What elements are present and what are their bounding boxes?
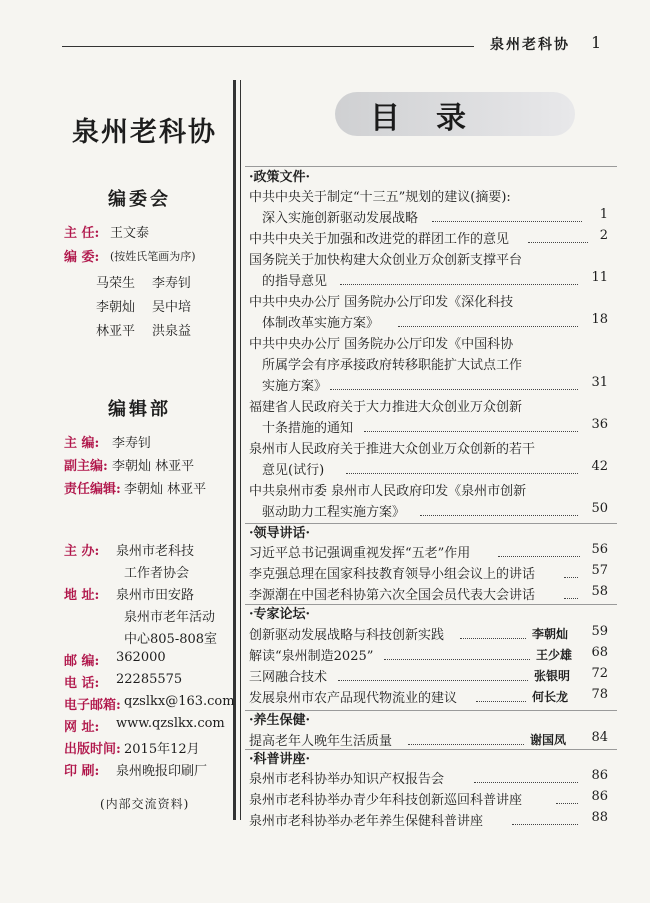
toc-page-number: 59: [591, 624, 608, 639]
address-line: 中心805-808室: [124, 632, 218, 647]
toc-page-number: 42: [591, 459, 608, 474]
managing-editor-value: 李朝灿 林亚平: [124, 482, 207, 497]
toc-leader-dots: [330, 389, 578, 390]
toc-entry-title[interactable]: 的指导意见: [262, 274, 328, 289]
editorial-committee-heading: 编委会: [108, 189, 171, 210]
toc-author: 何长龙: [532, 690, 569, 704]
toc-entry-title[interactable]: 泉州市老科协举办青少年科技创新巡回科普讲座: [249, 793, 523, 808]
running-header-title: 泉州老科协: [490, 37, 570, 53]
address-line: 泉州市田安路: [116, 588, 195, 603]
toc-page-number: 18: [591, 312, 608, 327]
committee-member: 马荣生: [96, 276, 136, 291]
toc-entry-title[interactable]: 李源潮在中国老科协第六次全国会员代表大会讲话: [249, 588, 536, 603]
toc-page-number: 1: [599, 207, 608, 222]
toc-entry-title[interactable]: 实施方案》: [262, 379, 328, 394]
deputy-editor-label: 副主编:: [64, 459, 108, 474]
toc-author: 王少雄: [536, 648, 573, 662]
members-note: (按姓氏笔画为序): [110, 250, 196, 263]
toc-page-number: 68: [591, 645, 608, 660]
toc-entry-title[interactable]: 意见(试行): [262, 463, 325, 478]
chief-editor-label: 主 编:: [64, 436, 100, 451]
toc-leader-dots: [384, 659, 530, 660]
toc-leader-dots: [564, 577, 578, 578]
toc-entry-title[interactable]: 十条措施的通知: [262, 421, 354, 436]
page-number: 1: [591, 33, 602, 52]
committee-member: 洪泉益: [152, 324, 192, 339]
toc-entry-title[interactable]: 解读“泉州制造2025”: [249, 649, 374, 664]
toc-entry-title[interactable]: 中共中央关于加强和改进党的群团工作的意见: [249, 232, 510, 247]
phone-value: 22285575: [116, 672, 183, 687]
website-label: 网 址:: [64, 720, 100, 735]
toc-entry-title[interactable]: 中共中央办公厅 国务院办公厅印发《深化科技: [249, 295, 514, 310]
toc-leader-dots: [476, 701, 526, 702]
printer-label: 印 刷:: [64, 764, 100, 779]
editorial-dept-heading: 编辑部: [108, 399, 171, 420]
toc-entry-title[interactable]: 李克强总理在国家科技教育领导小组会议上的讲话: [249, 567, 536, 582]
toc-entry-title[interactable]: 中共中央办公厅 国务院办公厅印发《中国科协: [249, 337, 514, 352]
toc-category: ·专家论坛·: [249, 607, 311, 622]
toc-category: ·领导讲话·: [249, 526, 311, 541]
toc-page-number: 86: [591, 789, 608, 804]
toc-leader-dots: [460, 638, 526, 639]
toc-page-number: 72: [591, 666, 608, 681]
website-value: www.qzslkx.com: [116, 716, 225, 731]
toc-category: ·科普讲座·: [249, 752, 311, 767]
toc-page-number: 88: [591, 810, 608, 825]
toc-leader-dots: [512, 824, 578, 825]
members-label: 编 委:: [64, 250, 100, 265]
toc-category: ·养生保健·: [249, 713, 311, 728]
toc-page-number: 84: [591, 730, 608, 745]
toc-entry-title[interactable]: 创新驱动发展战略与科技创新实践: [249, 628, 445, 643]
toc-leader-dots: [564, 598, 578, 599]
toc-leader-dots: [346, 473, 578, 474]
email-label: 电子邮箱:: [64, 698, 121, 713]
publish-date-label: 出版时间:: [64, 742, 121, 757]
committee-member: 李朝灿: [96, 300, 136, 315]
committee-member: 李寿钊: [152, 276, 192, 291]
toc-entry-title[interactable]: 三网融合技术: [249, 670, 328, 685]
sponsor-label: 主 办:: [64, 544, 100, 559]
toc-entry-title[interactable]: 福建省人民政府关于大力推进大众创业万众创新: [249, 400, 523, 415]
toc-leader-dots: [498, 556, 580, 557]
toc-leader-dots: [432, 221, 582, 222]
toc-entry-title[interactable]: 所属学会有序承接政府转移职能扩大试点工作: [262, 358, 523, 373]
toc-page-number: 58: [591, 584, 608, 599]
toc-category: ·政策文件·: [249, 170, 311, 185]
toc-entry-title[interactable]: 泉州市老科协举办老年养生保健科普讲座: [249, 814, 484, 829]
internal-material-note: (内部交流资料): [100, 797, 190, 811]
chief-editor-value: 李寿钊: [112, 436, 152, 451]
toc-page-number: 56: [591, 542, 608, 557]
toc-leader-dots: [556, 803, 578, 804]
toc-entry-title[interactable]: 中共中央关于制定“十三五”规划的建议(摘要):: [249, 190, 511, 205]
toc-page-number: 2: [599, 228, 608, 243]
toc-page-number: 78: [591, 687, 608, 702]
toc-leader-dots: [338, 680, 528, 681]
director-value: 王文泰: [110, 226, 150, 241]
committee-member: 林亚平: [96, 324, 136, 339]
toc-author: 李朝灿: [532, 627, 569, 641]
printer-value: 泉州晚报印刷厂: [116, 764, 208, 779]
postcode-value: 362000: [116, 650, 166, 665]
toc-entry-title[interactable]: 泉州市人民政府关于推进大众创业万众创新的若干: [249, 442, 536, 457]
sponsor-line: 工作者协会: [124, 566, 190, 581]
phone-label: 电 话:: [64, 676, 100, 691]
journal-title: 泉州老科协: [72, 117, 217, 148]
sponsor-line: 泉州市老科技: [116, 544, 195, 559]
toc-entry-title[interactable]: 国务院关于加快构建大众创业万众创新支撑平台: [249, 253, 523, 268]
toc-entry-title[interactable]: 中共泉州市委 泉州市人民政府印发《泉州市创新: [249, 484, 527, 499]
toc-author: 谢国凤: [530, 733, 567, 747]
deputy-editor-value: 李朝灿 林亚平: [112, 459, 195, 474]
toc-banner-text: 目录: [370, 101, 502, 136]
toc-leader-dots: [398, 326, 578, 327]
toc-page-number: 57: [591, 563, 608, 578]
toc-entry-title[interactable]: 习近平总书记强调重视发挥“五老”作用: [249, 546, 471, 561]
toc-page-number: 11: [591, 270, 608, 285]
toc-page-number: 31: [591, 375, 608, 390]
postcode-label: 邮 编:: [64, 654, 100, 669]
toc-entry-title[interactable]: 提高老年人晚年生活质量: [249, 734, 393, 749]
committee-member: 吴中培: [152, 300, 192, 315]
director-label: 主 任:: [64, 226, 100, 241]
toc-author: 张银明: [534, 669, 571, 683]
toc-leader-dots: [340, 284, 578, 285]
address-line: 泉州市老年活动: [124, 610, 216, 625]
address-label: 地 址:: [64, 588, 100, 603]
toc-leader-dots: [364, 431, 578, 432]
toc-leader-dots: [420, 515, 578, 516]
toc-entry-title[interactable]: 深入实施创新驱动发展战略: [262, 211, 419, 226]
toc-entry-title[interactable]: 体制改革实施方案》: [262, 316, 380, 331]
email-value: qzslkx@163.com: [124, 694, 235, 709]
toc-leader-dots: [474, 782, 578, 783]
toc-leader-dots: [408, 744, 524, 745]
column-divider-thick: [233, 80, 236, 820]
toc-page-number: 36: [591, 417, 608, 432]
column-divider-thin: [240, 80, 241, 820]
toc-entry-title[interactable]: 泉州市老科协举办知识产权报告会: [249, 772, 445, 787]
toc-page-number: 86: [591, 768, 608, 783]
publish-date-value: 2015年12月: [124, 742, 200, 757]
toc-page-number: 50: [591, 501, 608, 516]
managing-editor-label: 责任编辑:: [64, 482, 121, 497]
toc-entry-title[interactable]: 发展泉州市农产品现代物流业的建议: [249, 691, 458, 706]
toc-banner: [335, 92, 575, 136]
header-rule: [62, 46, 474, 47]
toc-entry-title[interactable]: 驱动助力工程实施方案》: [262, 505, 406, 520]
